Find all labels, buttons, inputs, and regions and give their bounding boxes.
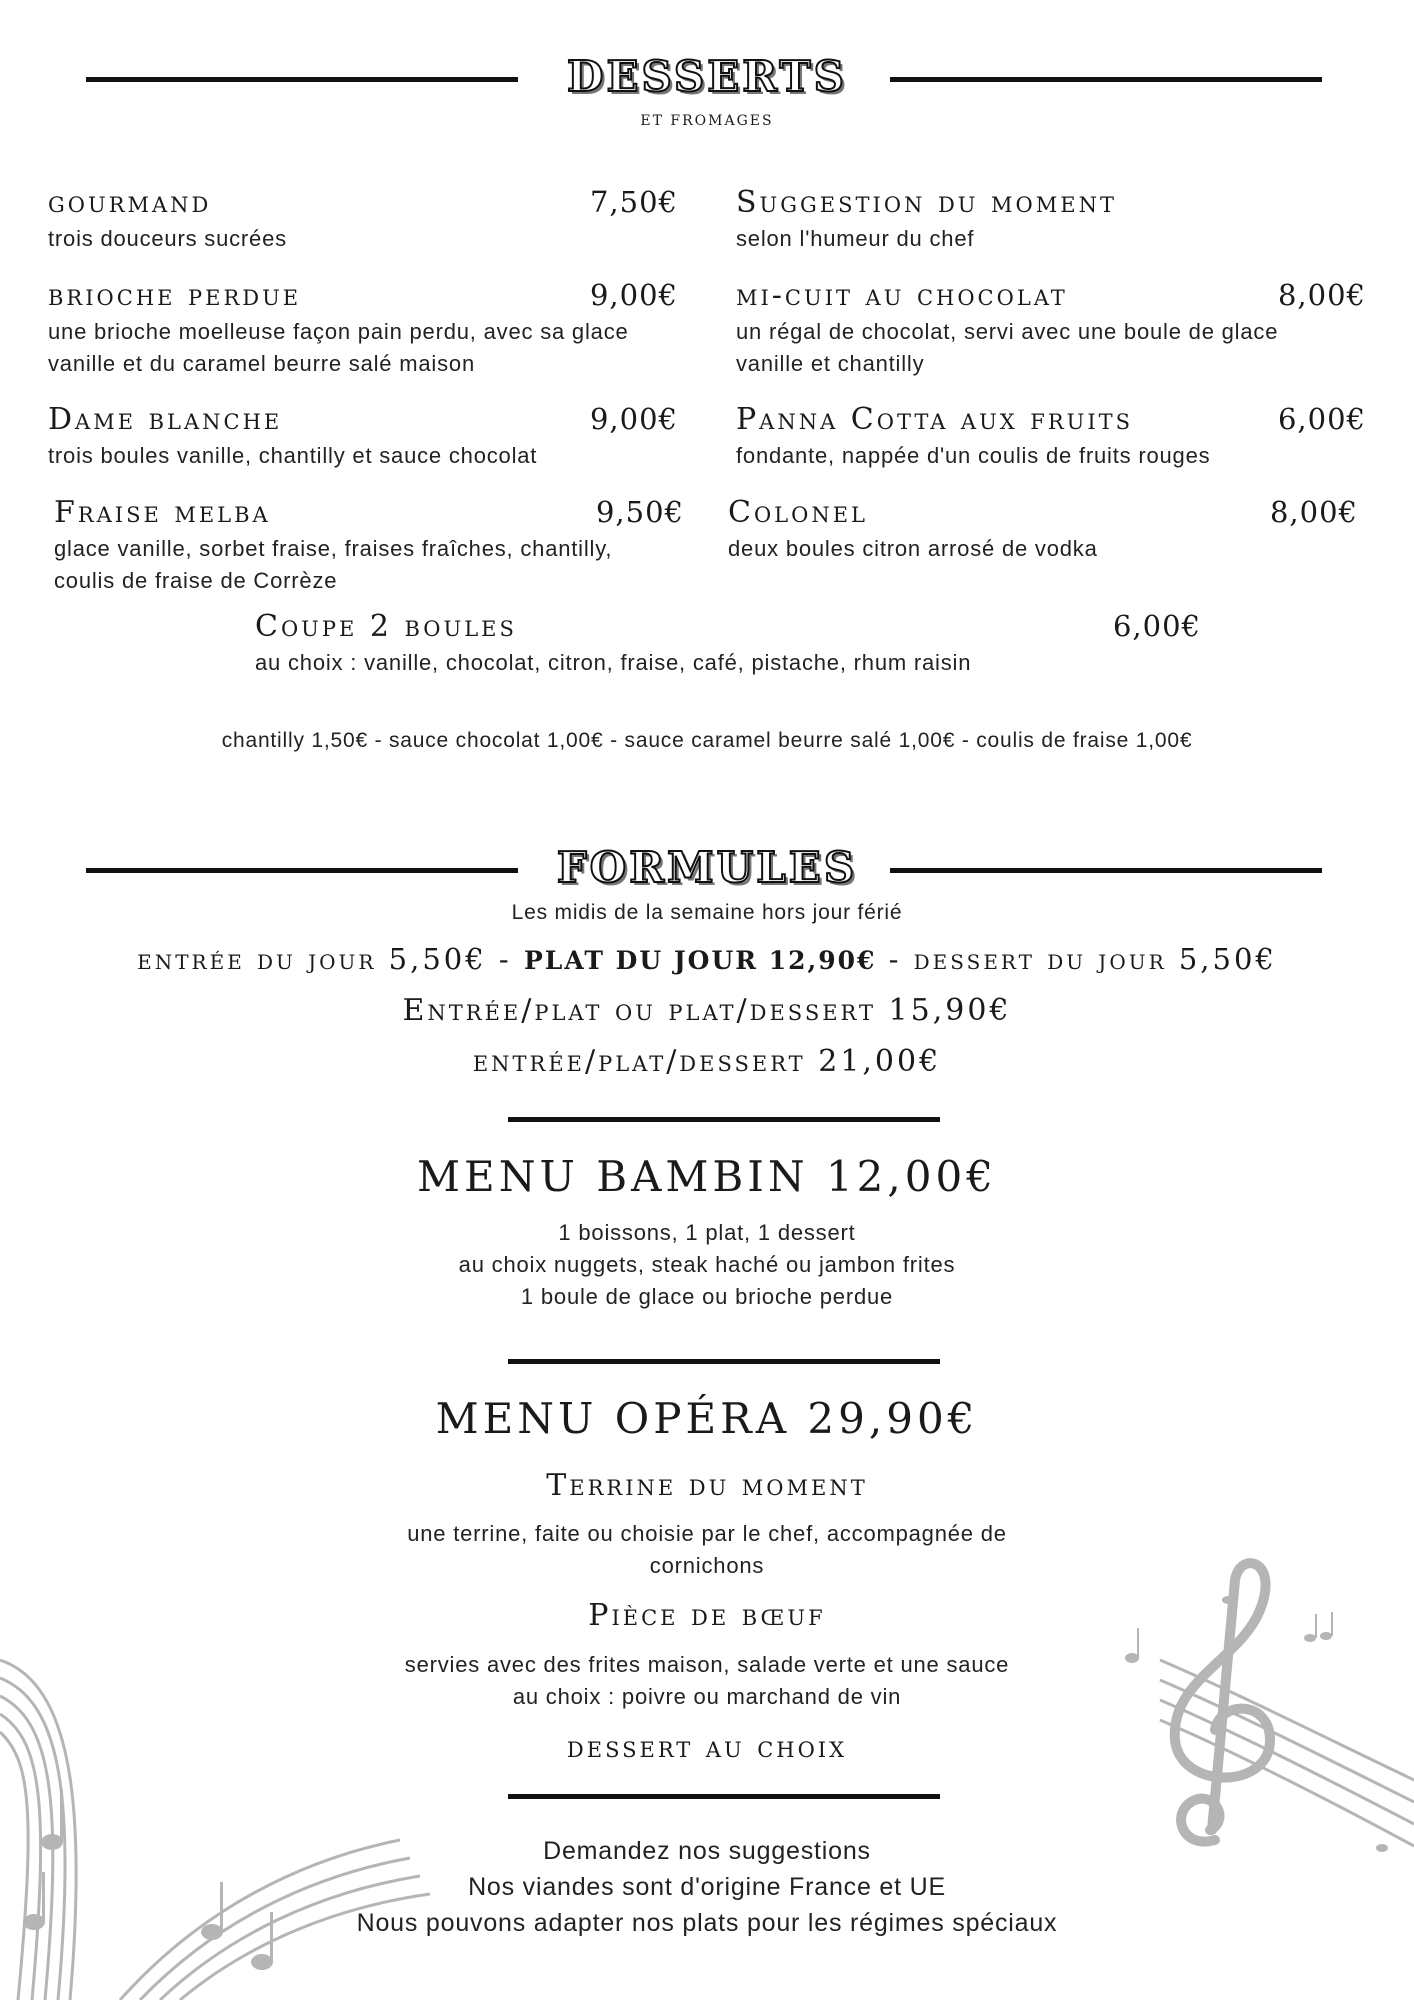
entree-du-jour: entrée du jour 5,50€ - [137,942,524,976]
dessert-desc: une brioche moelleuse façon pain perdu, avec sa glace vanille et du caramel beurre salé maison [48,319,629,376]
opera-course-1: Terrine du moment [546,1468,868,1503]
dessert-name: Coupe 2 boules [255,609,517,644]
dessert-item [736,278,1366,380]
dessert-name: Suggestion du moment [736,185,1117,220]
dessert-name: Colonel [728,495,868,530]
dessert-price: 9,50€ [595,495,684,529]
opera-course-2-desc: au choix : poivre ou marchand de vin [512,1684,902,1709]
dessert-price: 6,00€ [1112,609,1201,643]
bambin-line: 1 boule de glace ou brioche perdue [520,1284,894,1309]
dessert-desc: trois douceurs sucrées [48,226,287,251]
dessert-name: brioche perdue [48,278,302,313]
dessert-du-jour: - dessert du jour 5,50€ [876,942,1277,976]
desserts-title: DESSERTS [567,52,847,101]
dessert-item [48,402,678,472]
dessert-item [54,495,684,597]
dessert-desc: deux boules citron arrosé de vodka [728,536,1098,561]
divider [508,1794,940,1799]
formules-title: FORMULES [556,843,858,892]
dessert-price: 9,00€ [589,278,678,312]
dessert-item [255,609,1201,679]
dessert-desc: au choix : vanille, chocolat, citron, fraise, café, pistache, rhum raisin [255,650,972,675]
opera-course-1-desc: une terrine, faite ou choisie par le chef, accompagnée de [407,1521,1007,1546]
footer-line: Nos viandes sont d'origine France et UE [468,1873,946,1901]
divider [508,1117,940,1122]
dessert-desc: fondante, nappée d'un coulis de fruits rouges [736,443,1211,468]
formule-three-courses: entrée/plat/dessert 21,00€ [472,1044,942,1079]
opera-course-2: Pièce de bœuf [588,1598,826,1633]
formules-note: Les midis de la semaine hors jour férié [511,901,903,924]
menu-opera-title: MENU OPÉRA 29,90€ [435,1394,979,1443]
dessert-desc: selon l'humeur du chef [736,226,975,251]
divider [508,1359,940,1364]
dessert-name: Fraise melba [54,495,271,530]
dessert-item [736,185,1366,255]
dessert-item [48,185,678,255]
dessert-name: mi-cuit au chocolat [736,278,1068,313]
opera-course-3: dessert au choix [566,1730,848,1765]
dessert-desc: un régal de chocolat, servi avec une boule de glace vanille et chantilly [736,319,1279,376]
dessert-extras: chantilly 1,50€ - sauce chocolat 1,00€ - sauce caramel beurre salé 1,00€ - coulis de fraise 1,00€ [221,729,1193,752]
footer-line: Demandez nos suggestions [543,1837,871,1865]
desserts-subtitle: ET FROMAGES [640,113,774,129]
formule-daily-prices [0,942,1414,976]
treble-clef-icon [1120,1540,1414,1870]
dessert-item [728,495,1358,565]
bambin-line: au choix nuggets, steak haché ou jambon frites [458,1252,956,1277]
opera-course-1-desc: cornichons [649,1553,765,1578]
dessert-price: 8,00€ [1277,278,1366,312]
dessert-name: gourmand [48,185,212,220]
dessert-price: 9,00€ [589,402,678,436]
dessert-name: Dame blanche [48,402,283,437]
dessert-price: 6,00€ [1277,402,1366,436]
dessert-item [736,402,1366,472]
dessert-name: Panna Cotta aux fruits [736,402,1134,437]
footer-line: Nous pouvons adapter nos plats pour les régimes spéciaux [356,1909,1058,1937]
dessert-desc: glace vanille, sorbet fraise, fraises fraîches, chantilly, coulis de fraise de Corrèze [54,536,613,593]
dessert-price: 7,50€ [589,185,678,219]
dessert-item [48,278,678,380]
dessert-desc: trois boules vanille, chantilly et sauce chocolat [48,443,538,468]
opera-course-2-desc: servies avec des frites maison, salade verte et une sauce [404,1652,1010,1677]
menu-bambin-title: MENU BAMBIN 12,00€ [417,1152,997,1201]
bambin-line: 1 boissons, 1 plat, 1 dessert [558,1220,856,1245]
plat-du-jour: PLAT DU JOUR 12,90€ [523,946,877,975]
dessert-price: 8,00€ [1269,495,1358,529]
formule-two-courses: Entrée/plat ou plat/dessert 15,90€ [402,993,1012,1028]
music-staff-decoration [0,1650,440,2000]
